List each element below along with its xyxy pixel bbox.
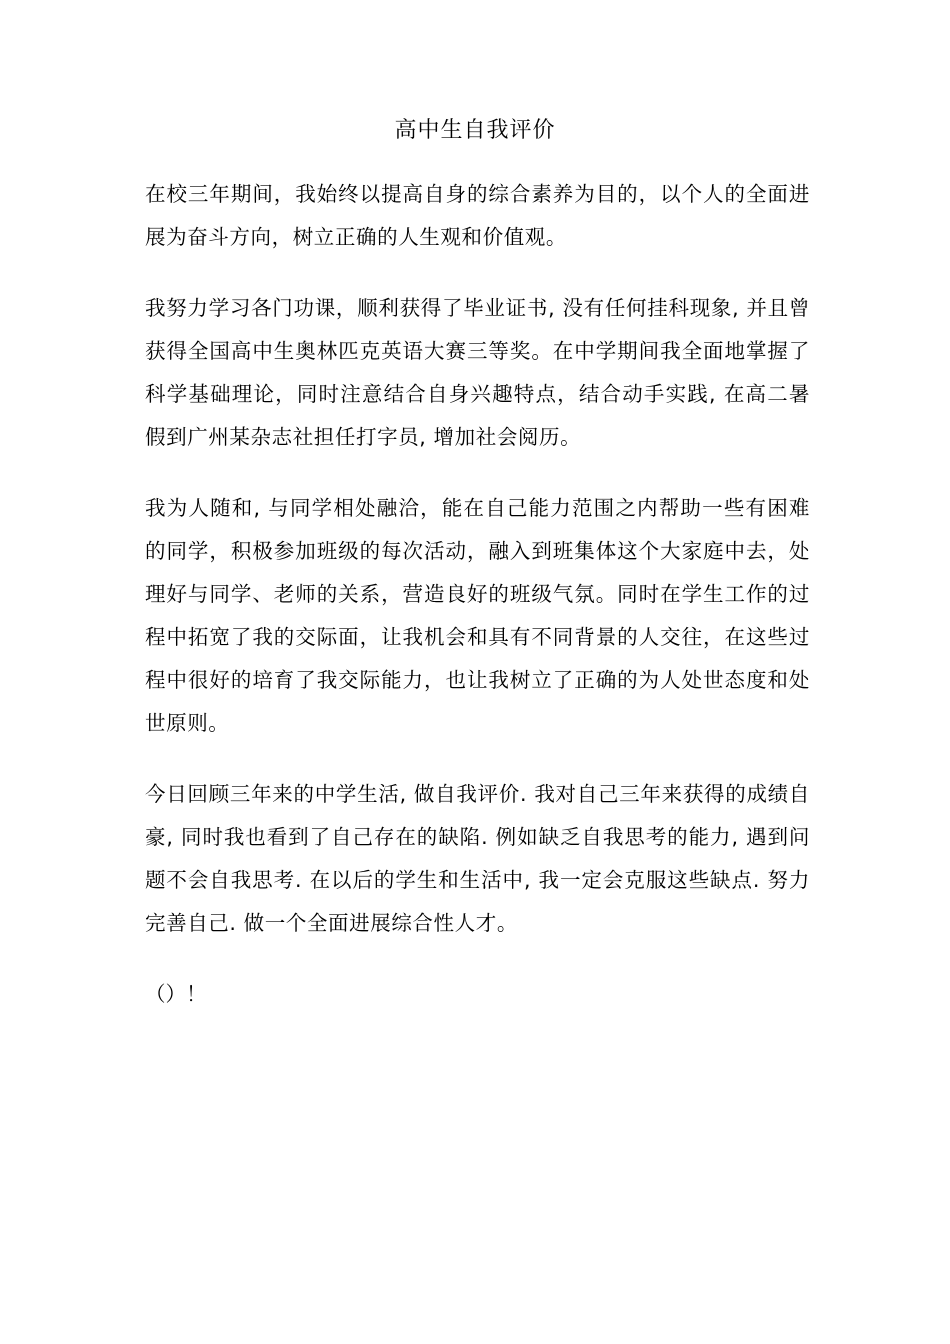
paragraph-3: 我为人随和, 与同学相处融洽，能在自己能力范围之内帮助一些有困难的同学，积极参加班级的每次活动，融入到班集体这个大家庭中去，处理好与同学、老师的关系，营造良好的班级气氛。同时在学生工作的过程中拓宽了我的交际面，让我机会和具有不同背景的人交往，在这些过程中很好的培育了我交际能力，也让我树立了正确的为人处世态度和处世原则。	[145, 496, 810, 735]
closing-line: （）！	[145, 982, 207, 1006]
paragraph-1: 在校三年期间，我始终以提高自身的综合素养为目的，以个人的全面进展为奋斗方向，树立正确的人生观和价值观。	[145, 182, 810, 249]
document-body	[145, 173, 810, 1016]
paragraph-2: 我努力学习各门功课，顺利获得了毕业证书, 没有任何挂科现象, 并且曾获得全国高中生奥林匹克英语大赛三等奖。在中学期间我全面地掌握了科学基础理论，同时注意结合自身兴趣特点，结合动手实践, 在高二暑假到广州某杂志社担任打字员, 增加社会阅历。	[145, 296, 810, 449]
paragraph-4: 今日回顾三年来的中学生活, 做自我评价. 我对自己三年来获得的成绩自豪, 同时我也看到了自己存在的缺陷. 例如缺乏自我思考的能力, 遇到问题不会自我思考. 在以后的学生和生活中, 我一定会克服这些缺点. 努力完善自己. 做一个全面进展综合性人才。	[145, 782, 810, 935]
document-title: 高中生自我评价	[394, 118, 556, 143]
